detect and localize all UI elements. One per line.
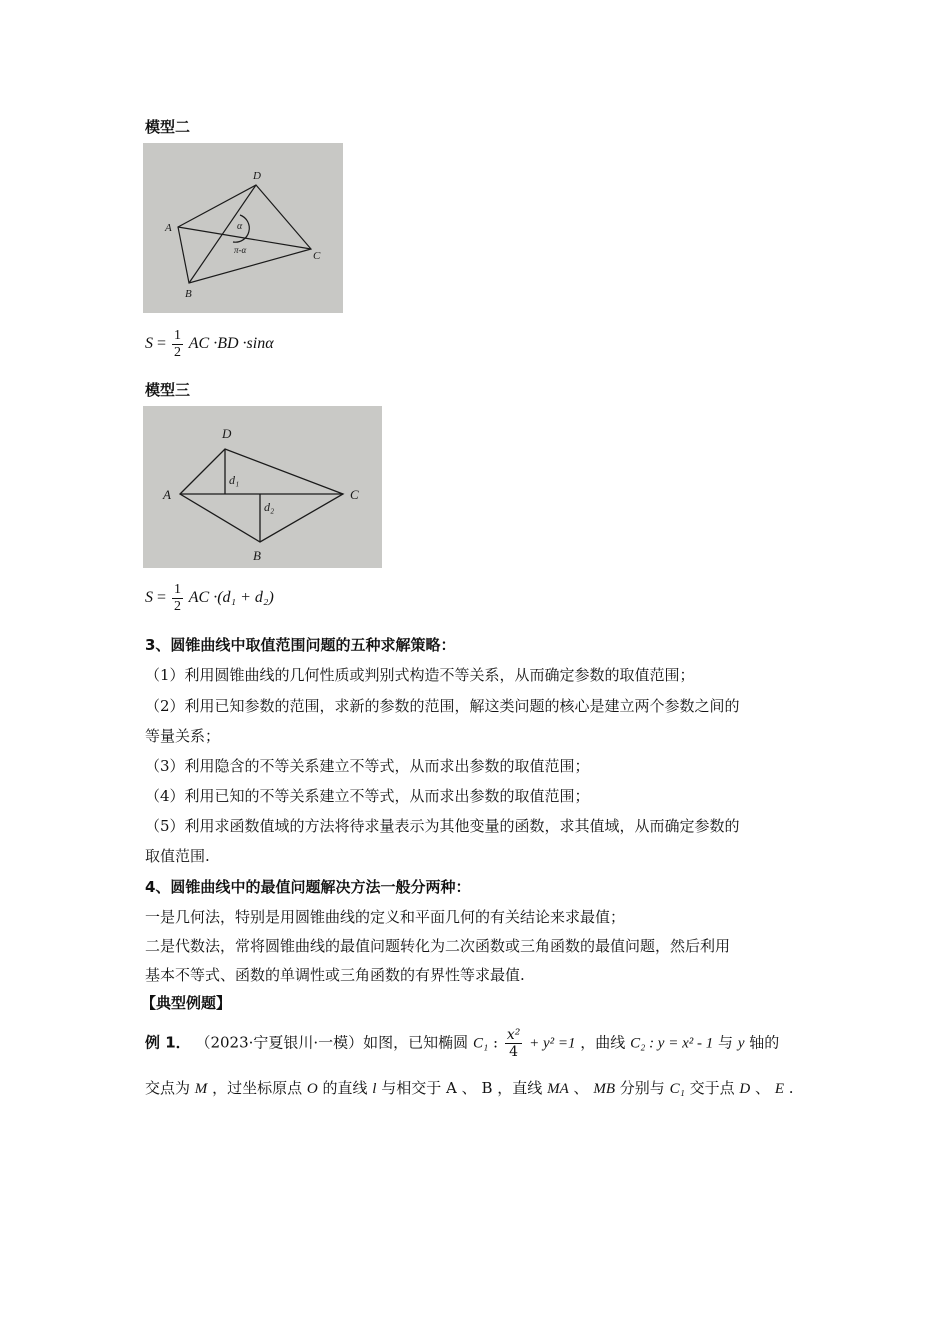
model2-figure	[143, 143, 343, 313]
section3-item: 等量关系；	[145, 727, 221, 745]
example1-line2: 交点为 M ，过坐标原点 O 的直线 l 与相交于 A 、 B ，直线 MA 、 MB 分别与 C₁ 交于点 D 、 E .	[145, 1079, 794, 1097]
section4-item: 二是代数法，常将圆锥曲线的最值问题转化为二次函数或三角函数的最值问题，然后利用	[145, 937, 731, 955]
section4-item: 基本不等式、函数的单调性或三角函数的有界性等求最值.	[145, 966, 525, 984]
model3-figure	[143, 406, 382, 568]
section3-item: （4）利用已知的不等关系建立不等式，从而求出参数的取值范围；	[145, 787, 590, 805]
label-d2: d₂	[264, 500, 275, 514]
section4-item: 一是几何法，特别是用圆锥曲线的定义和平面几何的有关结论来求最值；	[145, 908, 626, 926]
section3-item: （5）利用求函数值域的方法将待求量表示为其他变量的函数，求其值域，从而确定参数的	[145, 817, 740, 835]
label-D: D	[222, 426, 232, 441]
examples-heading: 【典型例题】	[141, 994, 232, 1012]
label-d1: d₁	[229, 473, 240, 487]
quadrilateral-diagram-model3	[143, 406, 382, 568]
section4-title: 4、圆锥曲线中的最值问题解决方法一般分两种：	[145, 878, 471, 896]
section3-item: （2）利用已知参数的范围，求新的参数的范围，解这类问题的核心是建立两个参数之间的	[145, 697, 740, 715]
label-alpha: α	[237, 221, 243, 232]
model3-heading: 模型三	[145, 381, 191, 399]
label-B: B	[253, 548, 261, 563]
label-pi-alpha: π-α	[234, 245, 247, 255]
label-C: C	[350, 487, 359, 502]
model2-formula: S = $\frac{1}{2}$ AC ·BD ·sinα	[145, 328, 274, 360]
label-B: B	[185, 288, 192, 300]
model3-formula: S = $\frac{1}{2}$ AC ·(d₁ + d₂)	[145, 582, 274, 614]
section3-title: 3、圆锥曲线中取值范围问题的五种求解策略：	[145, 636, 456, 654]
label-A: A	[165, 222, 172, 234]
section3-item: （3）利用隐含的不等关系建立不等式，从而求出参数的取值范围；	[145, 757, 590, 775]
label-D: D	[253, 170, 261, 182]
section3-item: （1）利用圆锥曲线的几何性质或判别式构造不等关系，从而确定参数的取值范围；	[145, 666, 695, 684]
label-C: C	[313, 250, 321, 262]
model2-heading: 模型二	[145, 118, 191, 136]
example1-line1: 例 1． （2023·宁夏银川·一模）如图，已知椭圆 C₁ : $\frac{\text{x²}}{4}$ + y² =1 ，曲线 C₂ : y = x² - 1 与 y 轴的	[145, 1027, 780, 1060]
section3-item: 取值范围.	[145, 847, 210, 865]
label-A: A	[163, 487, 171, 502]
quadrilateral-diagram-model2	[143, 143, 343, 313]
example-label: 例 1．	[145, 1033, 191, 1052]
